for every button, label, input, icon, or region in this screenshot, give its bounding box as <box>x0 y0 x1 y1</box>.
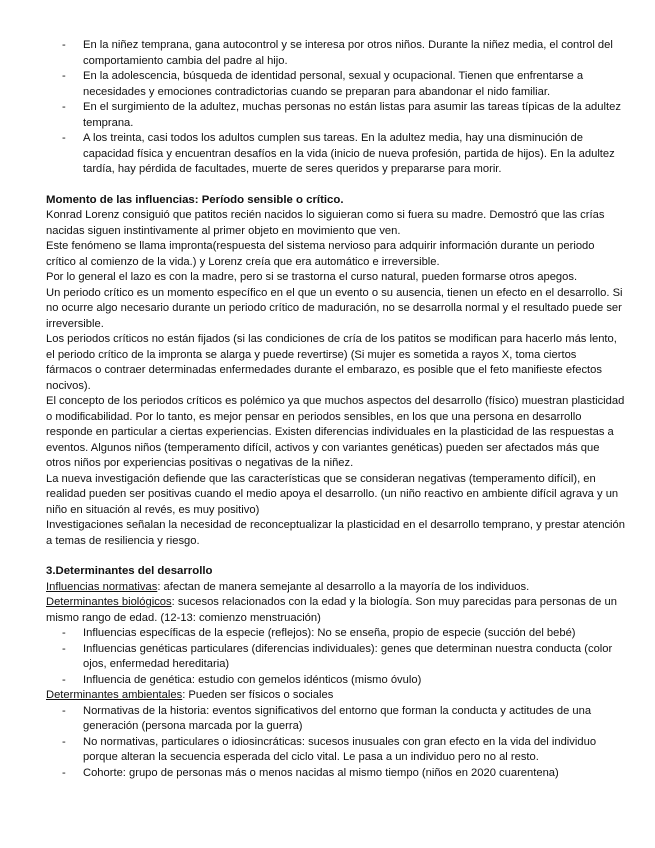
paragraph: Un periodo crítico es un momento específico en el que un evento o su ausencia, tienen un efecto en el desarrollo. Si no ocurre algo necesario durante un periodo crítico de maduración, no se desarrolla normal y el resultado puede ser irreversible. <box>46 286 623 330</box>
paragraph: El concepto de los periodos críticos es polémico ya que muchos aspectos del desarrollo (físico) muestran plasticidad o modificabilidad. Por lo tanto, es mejor pensar en periodos sensibles, en los que una persona en desarrollo responde en particular a ciertas experiencias. Existen diferencias individuales en la plasticidad de las respuestas a eventos. Algunos niños (temperamento difícil, activos y con variantes genéticas) pueden ser afectados más que otros niños por experiencias positivas o negativas de la niñez. <box>46 395 625 469</box>
spacer <box>46 178 625 193</box>
list-item: - En la niñez temprana, gana autocontrol y se interesa por otros niños. Durante la niñez media, el control del comportamiento cambia del padre al hijo. <box>46 38 625 69</box>
term-biologicos: Determinantes biológicos <box>46 596 172 608</box>
list-item: - En el surgimiento de la adultez, muchas personas no están listas para asumir las tareas típicas de la adultez temprana. <box>46 100 625 131</box>
paragraph: Investigaciones señalan la necesidad de reconceptualizar la plasticidad en el desarrollo temprano, y prestar atención a temas de resiliencia y riesgo. <box>46 519 625 547</box>
section-heading-determinantes: 3.Determinantes del desarrollo <box>46 565 213 577</box>
paragraph: Los periodos críticos no están fijados (si las condiciones de cría de los patitos se modifican para hacerlo más lento, el periodo crítico de la impronta se alarga y puede revertirse) (Si mujer es sometida a rayos X, toma ciertos fármacos o contraer determinadas enfermedades durante el embarazo, es posible que el feto manifieste efectos nocivos). <box>46 333 617 392</box>
paragraph: La nueva investigación defiende que las características que se consideran negativas (temperamento difícil), en realidad pueden ser positivas cuando el medio apoya el desarrollo. (un niño reactivo en ambiente difícil agrava y un niño en situación al revés, es muy positivo) <box>46 472 619 516</box>
ambientales-list <box>46 704 625 782</box>
definition-text: : sucesos relacionados con la edad y la biología. Son muy parecidas para personas de un mismo rango de edad. (12-13: comienzo menstruación) <box>46 596 617 624</box>
definition-ambientales <box>46 688 625 704</box>
intro-list <box>46 38 625 178</box>
list-item: - Influencia de genética: estudio con gemelos idénticos (mismo óvulo) <box>46 673 625 689</box>
list-item: - Normativas de la historia: eventos significativos del entorno que forman la conducta y actitudes de una generación (persona marcada por la guerra) <box>46 704 625 735</box>
term-normativas: Influencias normativas <box>46 580 158 593</box>
paragraph: Por lo general el lazo es con la madre, pero si se trastorna el curso natural, pueden formarse otros apegos. <box>46 271 578 283</box>
definition-text: : Pueden ser físicos o sociales <box>182 689 334 701</box>
list-item: - No normativas, particulares o idiosincráticas: sucesos inusuales con gran efecto en la vida del individuo porque alteran la secuencia esperada del ciclo vital. Le pasa a un individuo pero no al resto. <box>46 735 625 766</box>
list-item: - Cohorte: grupo de personas más o menos nacidas al mismo tiempo (niños en 2020 cuarentena) <box>46 766 625 782</box>
definition-biologicos <box>46 595 625 626</box>
list-item: - A los treinta, casi todos los adultos cumplen sus tareas. En la adultez media, hay una disminución de capacidad física y encuentran desafíos en la vida (inicio de nueva profesión, partida de hijos). En la adultez tardía, hay pérdida de facultades, muerte de seres queridos y prepararse para morir. <box>46 131 625 178</box>
list-item: - Influencias específicas de la especie (reflejos): No se enseña, propio de especie (succión del bebé) <box>46 626 625 642</box>
section-heading-momento: Momento de las influencias: Período sensible o crítico. <box>46 193 344 206</box>
definition-normativas <box>46 580 625 596</box>
list-item: - Influencias genéticas particulares (diferencias individuales): genes que determinan nuestra conducta (color ojos, enfermedad hereditaria) <box>46 642 625 673</box>
term-ambientales: Determinantes ambientales <box>46 689 183 701</box>
paragraph: Konrad Lorenz consiguió que patitos recién nacidos lo siguieran como si fuera su madre. Demostró que las crías nacidas siguen instintivamente al primer objeto en movimiento que ven. <box>46 209 605 237</box>
list-item: - En la adolescencia, búsqueda de identidad personal, sexual y ocupacional. Tienen que enfrentarse a necesidades y emociones contradictorias cuando se preparan para abandonar el nido familiar. <box>46 69 625 100</box>
paragraph: Este fenómeno se llama impronta(respuesta del sistema nervioso para adquirir información durante un periodo crítico al comienzo de la vida.) y Lorenz creía que era automático e irreversible. <box>46 240 595 268</box>
spacer <box>46 549 625 564</box>
biologicos-list <box>46 626 625 688</box>
definition-text: : afectan de manera semejante al desarrollo a la mayoría de los individuos. <box>157 580 530 593</box>
